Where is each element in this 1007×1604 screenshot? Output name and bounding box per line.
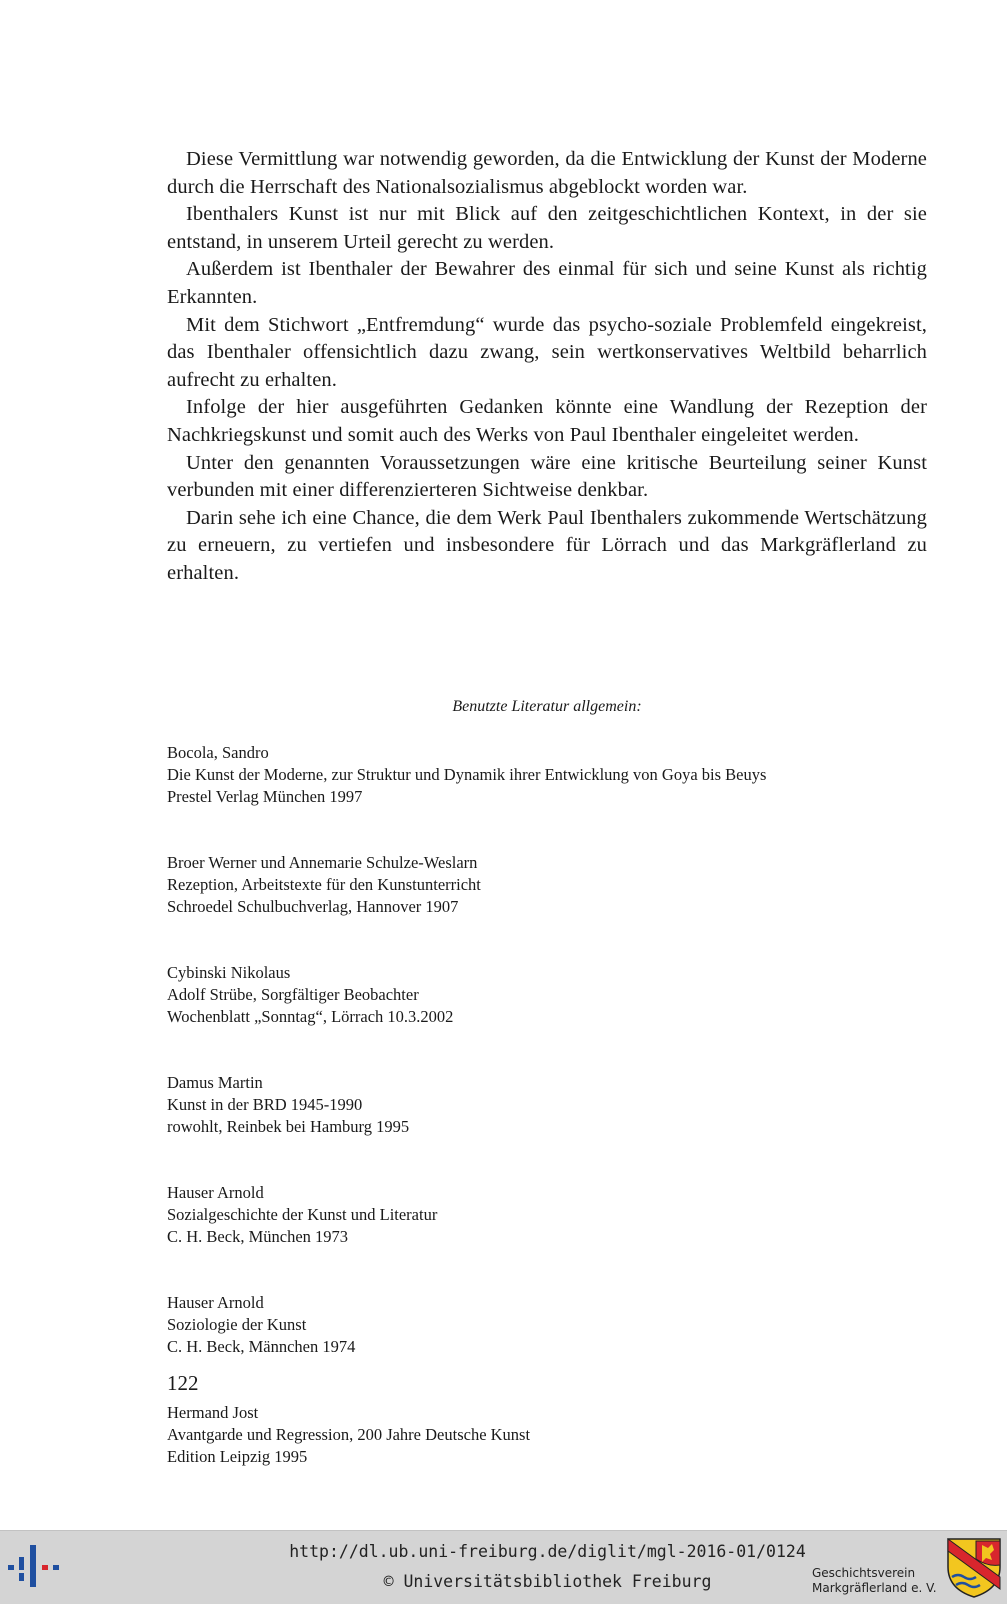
literature-entry	[167, 1402, 927, 1468]
entry-title: Avantgarde und Regression, 200 Jahre Deutsche Kunst	[167, 1425, 531, 1444]
entry-title: Rezeption, Arbeitstexte für den Kunstunterricht	[167, 875, 481, 894]
society-name-line: Markgräflerland e. V.	[812, 1581, 937, 1595]
paragraph: Außerdem ist Ibenthaler der Bewahrer des einmal für sich und seine Kunst als richtig Erkannten.	[167, 258, 927, 308]
paragraph: Ibenthalers Kunst ist nur mit Blick auf den zeitgeschichtlichen Kontext, in der sie entstand, in unserem Urteil gerecht zu werden.	[167, 203, 927, 253]
entry-author: Damus Martin	[167, 1073, 263, 1092]
body-text	[167, 146, 927, 588]
footer-copyright: © Universitätsbibliothek Freiburg	[383, 1572, 712, 1591]
coat-of-arms-icon	[946, 1537, 1002, 1599]
literature-entry	[167, 1292, 927, 1358]
entry-publisher: Wochenblatt „Sonntag“, Lörrach 10.3.2002	[167, 1007, 454, 1026]
entry-publisher: C. H. Beck, Männchen 1974	[167, 1337, 356, 1356]
literature-heading: Benutzte Literatur allgemein:	[452, 698, 642, 715]
entry-author: Bocola, Sandro	[167, 743, 269, 762]
literature-entry	[167, 1182, 927, 1248]
footer-url-link[interactable]: http://dl.ub.uni-freiburg.de/diglit/mgl-2016-01/0124	[289, 1542, 806, 1561]
entry-author: Broer Werner und Annemarie Schulze-Weslarn	[167, 853, 478, 872]
society-name-line: Geschichtsverein	[812, 1566, 916, 1580]
paragraph: Infolge der hier ausgeführten Gedanken könnte eine Wandlung der Rezeption der Nachkriegskunst und somit auch des Werks von Paul Ibenthaler eingeleitet werden.	[167, 396, 927, 446]
entry-publisher: Schroedel Schulbuchverlag, Hannover 1907	[167, 897, 459, 916]
paragraph: Diese Vermittlung war notwendig geworden, da die Entwicklung der Kunst der Moderne durch die Herrschaft des Nationalsozialismus abgeblockt worden war.	[167, 148, 927, 198]
literature-entry	[167, 962, 927, 1028]
entry-publisher: C. H. Beck, München 1973	[167, 1227, 349, 1246]
entry-author: Hauser Arnold	[167, 1293, 264, 1312]
entry-author: Hermand Jost	[167, 1403, 259, 1422]
entry-title: Adolf Strübe, Sorgfältiger Beobachter	[167, 985, 419, 1004]
paragraph: Darin sehe ich eine Chance, die dem Werk Paul Ibenthalers zukommende Wertschätzung zu erneuern, zu vertiefen und insbesondere für Lörrach und das Markgräflerland zu erhalten.	[167, 506, 927, 584]
literature-entry	[167, 1072, 927, 1138]
entry-title: Soziologie der Kunst	[167, 1315, 307, 1334]
paragraph: Unter den genannten Voraussetzungen wäre eine kritische Beurteilung seiner Kunst verbunden mit einer differenzierteren Sichtweise denkbar.	[167, 451, 927, 502]
entry-publisher: Prestel Verlag München 1997	[167, 787, 363, 806]
footer-bar	[0, 1530, 1007, 1604]
entry-title: Kunst in der BRD 1945-1990	[167, 1095, 363, 1114]
entry-title: Sozialgeschichte der Kunst und Literatur	[167, 1205, 438, 1224]
page-number: 122	[167, 1371, 199, 1395]
literature-list	[167, 742, 927, 1512]
entry-author: Cybinski Nikolaus	[167, 963, 291, 982]
literature-entry	[167, 742, 927, 808]
literature-entry	[167, 852, 927, 918]
entry-author: Hauser Arnold	[167, 1183, 264, 1202]
entry-title: Die Kunst der Moderne, zur Struktur und Dynamik ihrer Entwicklung von Goya bis Beuys	[167, 765, 767, 784]
entry-publisher: rowohlt, Reinbek bei Hamburg 1995	[167, 1117, 410, 1136]
society-name	[812, 1566, 937, 1596]
paragraph: Mit dem Stichwort „Entfremdung“ wurde das psycho-soziale Problemfeld eingekreist, das Ibenthaler offensichtlich dazu zwang, sein wertkonservatives Weltbild beharrlich aufrecht zu erhalten.	[167, 313, 927, 391]
entry-publisher: Edition Leipzig 1995	[167, 1447, 308, 1466]
